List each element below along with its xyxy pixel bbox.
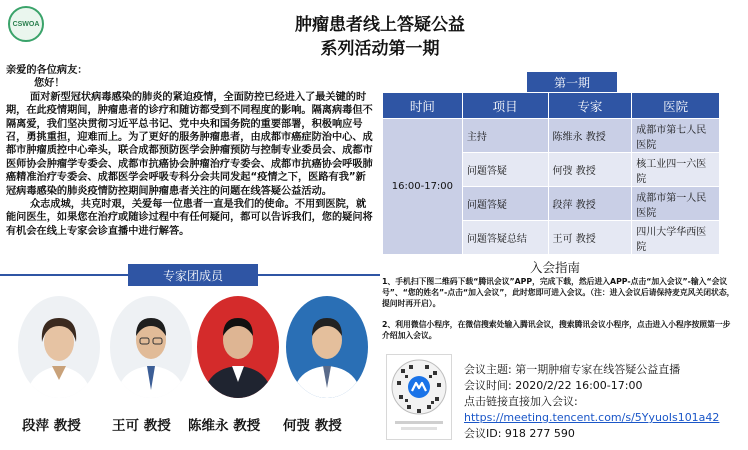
schedule-time: 16:00-17:00 — [383, 119, 463, 255]
meeting-info — [464, 362, 719, 442]
header-hospital: 医院 — [632, 93, 720, 119]
expert-name-3: 陈维永 教授 — [188, 418, 261, 434]
letter-hello: 您好！ — [34, 78, 65, 90]
expert-name-4: 何弢 教授 — [283, 418, 342, 434]
meeting-link[interactable]: https://meeting.tencent.com/s/5YyuoIs101a42 — [464, 411, 720, 424]
row-item: 问题答疑 — [462, 187, 548, 221]
header-time: 时间 — [383, 93, 463, 119]
meeting-id: 会议ID: 918 277 590 — [464, 427, 575, 440]
row-hospital: 四川大学华西医院 — [632, 221, 720, 255]
row-item: 问题答疑总结 — [462, 221, 548, 255]
row-hospital: 核工业四一六医院 — [632, 153, 720, 187]
row-expert: 何弢 教授 — [548, 153, 632, 187]
expert-photo-he — [286, 296, 368, 398]
tencent-meeting-qr[interactable] — [386, 354, 452, 440]
letter-greeting: 亲爱的各位病友： — [6, 65, 88, 76]
row-item: 主持 — [462, 119, 548, 153]
schedule-table — [382, 92, 720, 255]
header-item: 项目 — [462, 93, 548, 119]
expert-photo-chen — [197, 296, 279, 398]
row-expert: 王可 教授 — [548, 221, 632, 255]
phase-tab: 第一期 — [527, 72, 617, 92]
cswoa-logo: CSWOA — [8, 6, 44, 42]
expert-photo-duan — [18, 296, 100, 398]
row-expert: 段萍 教授 — [548, 187, 632, 221]
letter-to-patients — [6, 64, 374, 238]
letter-paragraph-1: 面对新型冠状病毒感染的肺炎的紧迫疫情，全面防控已经进入了最关键的时期，在此疫情期间，肿瘤患者的诊疗和随访都受到不同程度的影响。隔离病毒但不隔离爱，我们坚决贯彻习近平总书记、党中央和国务院的重要部署，积极响应号召，勇挑重担，迎难而上。为了更好的服务肿瘤患者，由成都市癌症防治中心、成都市肿瘤质控中心牵头，联合成都预防医学会肿瘤预防与控制专业委员会、成都市医师协会肿瘤学专委会、成都市抗癌协会肿瘤治疗专委会、成都市抗癌协会呼吸肺癌精准治疗专委会、成都医学会呼吸专科分会共同发起“疫情之下，医路有我”新冠病毒感染的肺炎疫情防控期间肿瘤患者关注的问题在线答疑公益活动。 — [6, 91, 373, 197]
row-item: 问题答疑 — [462, 153, 548, 187]
expert-photo-wang — [110, 296, 192, 398]
meeting-time: 会议时间: 2020/2/22 16:00-17:00 — [464, 379, 643, 392]
guide-title: 入会指南 — [530, 260, 581, 275]
guide-step-2: 2、利用微信小程序，在微信搜索处输入腾讯会议，搜索腾讯会议小程序，点击进入小程序按照第一步介绍加入会议。 — [382, 320, 731, 340]
schedule-header-row — [383, 93, 720, 119]
expert-name-2: 王可 教授 — [112, 418, 171, 434]
join-guide — [382, 276, 738, 341]
table-row — [383, 119, 720, 153]
row-expert: 陈维永 教授 — [548, 119, 632, 153]
meeting-topic: 会议主题: 第一期肿瘤专家在线答疑公益直播 — [464, 363, 681, 376]
page-title: 肿瘤患者线上答疑公益 — [295, 15, 465, 35]
guide-step-1: 1、手机扫下图二维码下载“腾讯会议”APP，完成下载，然后进入APP-点击“加入会议”-输入“会议号”、“您的姓名”-点击“加入会议”，此时您即可进入会议。（注：进入会议后请保持麦克风关闭状态，提问时再开启）。 — [382, 277, 735, 308]
row-hospital: 成都市第七人民医院 — [632, 119, 720, 153]
row-hospital: 成都市第一人民医院 — [632, 187, 720, 221]
header-expert: 专家 — [548, 93, 632, 119]
letter-paragraph-2: 众志成城，共克时艰，关爱每一位患者一直是我们的使命。不用到医院，就能问医生，如果您在治疗或随诊过程中有任何疑问，都可以告诉我们，您的疑问将有机会在线上专家会诊直播中进行解答。 — [6, 199, 373, 237]
meeting-link-label: 点击链接直接加入会议: — [464, 395, 578, 408]
expert-team-banner: 专家团成员 — [128, 264, 258, 286]
expert-name-1: 段萍 教授 — [22, 418, 81, 434]
page-subtitle: 系列活动第一期 — [320, 39, 440, 59]
